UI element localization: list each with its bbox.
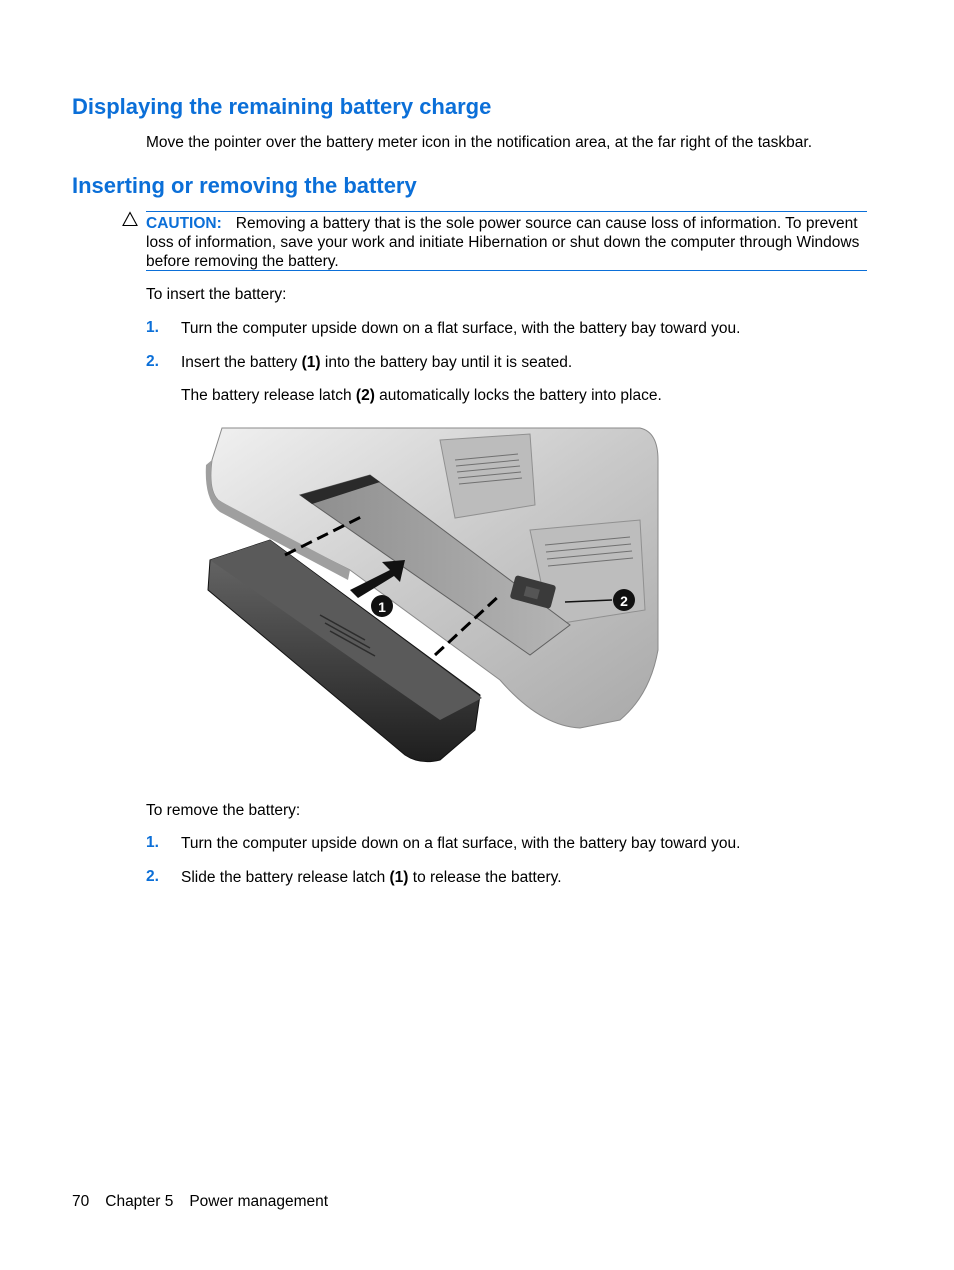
caution-text-block [146,214,867,271]
callout-2-label: 2 [620,593,628,609]
remove-step-2-text: Slide the battery release latch (1) to release the battery. [181,869,562,886]
insert-intro: To insert the battery: [146,286,287,303]
insert-step-1-number: 1. [146,319,159,336]
chapter-label: Chapter 5 [105,1193,174,1210]
chapter-title: Power management [189,1193,329,1210]
caution-box [146,211,867,271]
section-body-battery-charge: Move the pointer over the battery meter icon in the notification area, at the far right of the taskbar. [146,134,813,151]
page-number: 70 [72,1193,90,1210]
section-heading-battery-charge: Displaying the remaining battery charge [72,94,492,119]
remove-step-2-number: 2. [146,868,159,885]
insert-latch-note: The battery release latch (2) automatically locks the battery into place. [181,387,662,404]
insert-step-2-number: 2. [146,353,159,370]
insert-step-1-text: Turn the computer upside down on a flat surface, with the battery bay toward you. [181,320,741,337]
remove-step-1-number: 1. [146,834,159,851]
caution-triangle-icon [122,211,138,227]
remove-intro: To remove the battery: [146,802,301,819]
insert-step-2-text: Insert the battery (1) into the battery bay until it is seated. [181,354,573,371]
caution-text: Removing a battery that is the sole power source can cause loss of information. To prevent loss of information, save your work and initiate Hibernation or shut down the computer through Windows before removing the battery. [146,215,860,270]
remove-step-1-text: Turn the computer upside down on a flat surface, with the battery bay toward you. [181,835,741,852]
page-footer [72,1193,344,1211]
caution-label: CAUTION: [146,215,222,232]
battery-insertion-illustration [200,420,660,770]
section-heading-insert-remove: Inserting or removing the battery [72,173,417,198]
callout-1-label: 1 [378,599,386,615]
